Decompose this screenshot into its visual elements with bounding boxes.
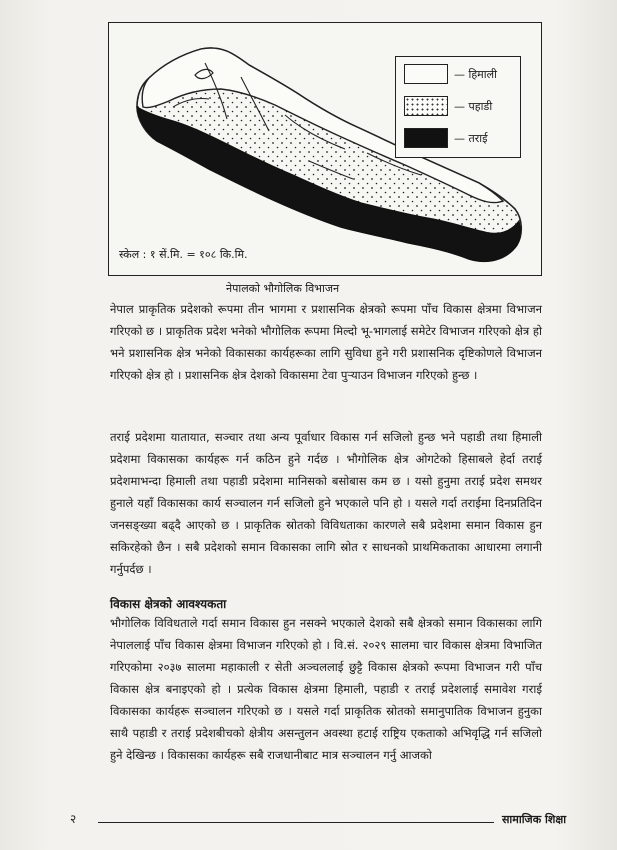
paragraph-2: तराई प्रदेशमा यातायात, सञ्चार तथा अन्य पूर्वाधार विकास गर्न सजिलो हुन्छ भने पहाडी तथा हिमाली प्रदेशमा विकासका कार्यहरू गर्न कठिन हुने गर्दछ । भौगोलिक क्षेत्र ओगटेको हिसाबले हेर्दा तराई प्रदेशमाभन्दा हिमाली तथा पहाडी प्रदेशमा मानिसको बसोबास कम छ । यसो हुनुमा तराई प्रदेश समथर हुनाले यहाँ विकासका कार्य सञ्चालन गर्न सजिलो हुने भएकाले पनि हो । यसले गर्दा तराईमा दिनप्रतिदिन जनसङ्ख्या बढ्दै आएको छ । प्राकृतिक स्रोतको विविधताका कारणले सबै प्रदेशमा समान विकास हुन सकिरहेको छैन । सबै प्रदेशको समान विकासका लागि स्रोत र साधनको प्राथमिकताका आधारमा लगानी गर्नुपर्दछ ।	[110, 430, 542, 576]
legend-item-himali	[404, 63, 497, 85]
legend-label-pahadi: — पहाडी	[454, 99, 493, 113]
pahadi-swatch	[404, 96, 448, 116]
page-number: २	[70, 812, 77, 826]
legend-label-himali: — हिमाली	[454, 67, 497, 81]
nepal-map-figure	[108, 22, 542, 276]
legend-item-tarai	[404, 127, 488, 149]
section-heading: विकास क्षेत्रको आवश्यकता	[110, 597, 227, 611]
footer-title: सामाजिक शिक्षा	[502, 813, 567, 826]
legend-label-tarai: — तराई	[454, 131, 488, 145]
paragraph-3: भौगोलिक विविधताले गर्दा समान विकास हुन नसक्ने भएकाले देशको सबै क्षेत्रको समान विकासका लागि नेपाललाई पाँच विकास क्षेत्रमा विभाजन गरिएको हो । वि.सं. २०२९ सालमा चार विकास क्षेत्रमा विभाजित गरिएकोमा २०३७ सालमा महाकाली र सेती अञ्चललाई छुट्टै विकास क्षेत्रको रूपमा विभाजन गरी पाँच विकास क्षेत्र बनाइएको हो । प्रत्येक विकास क्षेत्रमा हिमाली, पहाडी र तराई प्रदेशलाई समावेश गराई विकासका कार्यहरू सञ्चालन गरिएको छ । यसले गर्दा प्राकृतिक स्रोतको समानुपातिक विभाजन हुनुका साथै पहाडी र तराई प्रदेशबीचको क्षेत्रीय असन्तुलन अवस्था हटाई राष्ट्रिय एकताको अभिवृद्धि गर्न सजिलो हुने देखिन्छ । विकासका कार्यहरू सबै राजधानीबाट मात्र सञ्चालन गर्नु आजको	[110, 616, 542, 762]
himali-swatch	[404, 64, 448, 84]
legend-item-pahadi	[404, 95, 492, 117]
tarai-swatch	[404, 128, 448, 148]
paragraph-1: नेपाल प्राकृतिक प्रदेशको रूपमा तीन भागमा र प्रशासनिक क्षेत्रको रूपमा पाँच विकास क्षेत्रमा विभाजन गरिएको छ । प्राकृतिक प्रदेश भनेको भौगोलिक रूपमा मिल्दो भू-भागलाई समेटेर विभाजन गरिएको क्षेत्र हो भने प्रशासनिक क्षेत्र भनेको विकासका कार्यहरूका लागि सुविधा हुने गरी प्रशासनिक दृष्टिकोणले विभाजन गरिएको क्षेत्र हो । प्रशासनिक क्षेत्र देशको विकासमा टेवा पुऱ्याउन विभाजन गरिएको हुन्छ ।	[110, 302, 542, 382]
map-legend	[395, 56, 521, 158]
footer-rule	[98, 822, 494, 823]
figure-caption: नेपालको भौगोलिक विभाजन	[226, 282, 340, 295]
map-scale: स्केल : १ सें.मि. = १०८ कि.मि.	[119, 248, 248, 261]
